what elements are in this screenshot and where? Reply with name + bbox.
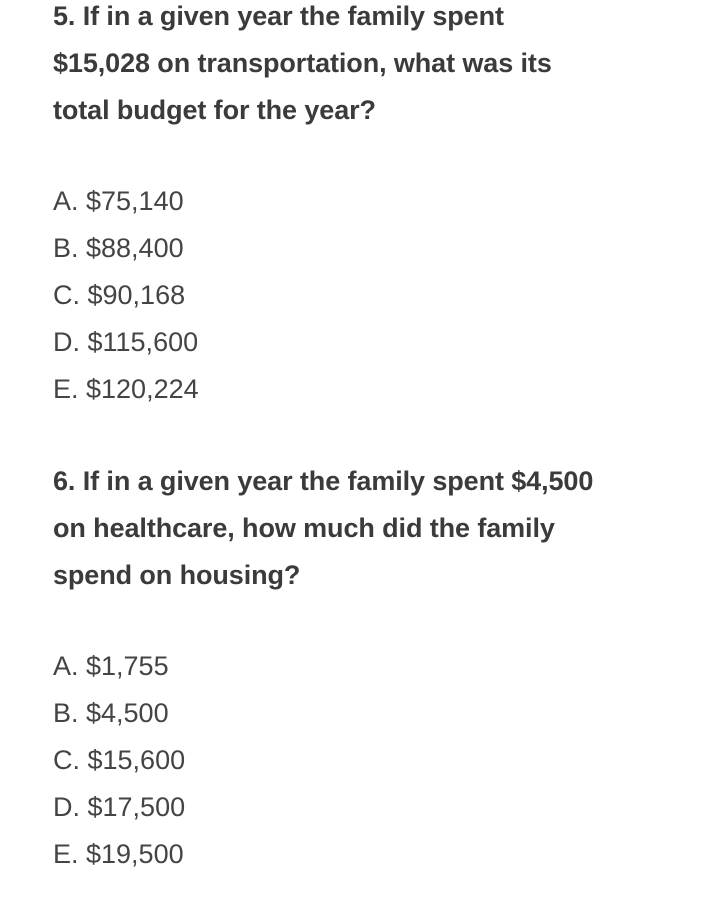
question-5-option-a: A. $75,140 [53, 186, 184, 216]
question-6-option-b: B. $4,500 [53, 698, 169, 728]
question-5-line-1: 5. If in a given year the family spent [53, 1, 504, 31]
question-6-line-3: spend on housing? [53, 560, 301, 590]
question-6-option-e: E. $19,500 [53, 839, 184, 869]
question-5-option-b: B. $88,400 [53, 233, 184, 263]
question-6-option-a: A. $1,755 [53, 651, 169, 681]
question-5-option-e: E. $120,224 [53, 374, 199, 404]
question-6-line-1: 6. If in a given year the family spent $4,500 [53, 466, 594, 496]
question-6-option-c: C. $15,600 [53, 745, 186, 775]
question-6-option-d: D. $17,500 [53, 792, 186, 822]
question-6-options [53, 643, 185, 878]
question-5-options [53, 178, 199, 413]
question-6-text [53, 458, 693, 599]
question-5-text [53, 0, 693, 134]
question-5-line-2: $15,028 on transportation, what was its [53, 48, 552, 78]
question-5-line-3: total budget for the year? [53, 95, 376, 125]
question-5-option-c: C. $90,168 [53, 280, 186, 310]
question-5-option-d: D. $115,600 [53, 327, 199, 357]
question-6-line-2: on healthcare, how much did the family [53, 513, 555, 543]
